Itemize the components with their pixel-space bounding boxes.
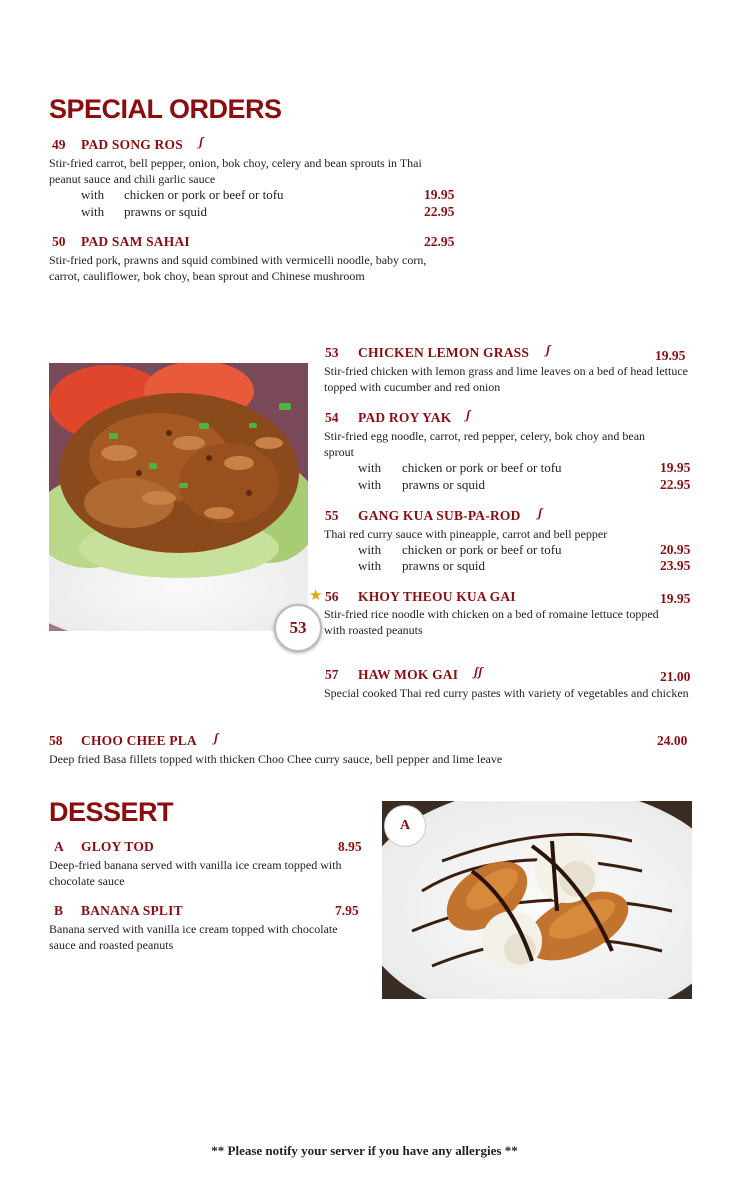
star-icon: ★ (309, 588, 323, 604)
item-price: 8.95 (338, 839, 362, 854)
chili-icon: ʃ (546, 342, 551, 357)
option-price: 23.95 (660, 558, 691, 573)
chili-icon: ʃ (214, 730, 219, 745)
item-price: 7.95 (335, 903, 359, 918)
option-with: with (358, 558, 382, 573)
item-description: Deep-fried banana served with vanilla ice cream topped with chocolate sauce (49, 858, 342, 888)
item-description: Special cooked Thai red curry pastes with variety of vegetables and chicken (324, 686, 689, 700)
item-name: KHOY THEOU KUA GAI (358, 589, 516, 604)
item-description: Thai red curry sauce with pineapple, carrot and bell pepper (324, 527, 608, 541)
photo-badge-a: A (384, 805, 426, 847)
item-number: 54 (325, 410, 339, 425)
item-name: PAD SAM SAHAI (81, 234, 190, 249)
option-text: chicken or pork or beef or tofu (124, 187, 284, 202)
item-description: Stir-fried pork, prawns and squid combined with vermicelli noodle, baby corn, carrot, cauliflower, bok choy, bean sprout and Chinese mushroom (49, 253, 427, 283)
item-price: 24.00 (657, 733, 688, 748)
option-with: with (358, 477, 382, 492)
item-name: PAD ROY YAK (358, 410, 452, 425)
item-description: Stir-fried chicken with lemon grass and lime leaves on a bed of head lettuce topped with cucumber and red onion (324, 364, 688, 394)
item-number: 50 (52, 234, 66, 249)
chili-icon: ʃʃ (474, 664, 483, 679)
special-orders-title: SPECIAL ORDERS (49, 94, 282, 124)
item-number: 58 (49, 733, 63, 748)
item-number: A (54, 839, 64, 854)
item-name: CHICKEN LEMON GRASS (358, 345, 530, 360)
option-with: with (81, 204, 105, 219)
item-number: B (54, 903, 64, 918)
option-price: 20.95 (660, 542, 691, 557)
item-name: GLOY TOD (81, 839, 154, 854)
option-with: with (358, 542, 382, 557)
gloy-tod-photo (382, 801, 692, 999)
item-description: Stir-fried egg noodle, carrot, red pepper, celery, bok choy and bean sprout (324, 429, 646, 459)
photo-badge-53: 53 (274, 604, 322, 652)
option-text: chicken or pork or beef or tofu (402, 460, 562, 475)
item-name: PAD SONG ROS (81, 137, 183, 152)
option-with: with (358, 460, 382, 475)
item-name: GANG KUA SUB-PA-ROD (358, 508, 521, 523)
item-price: 22.95 (424, 234, 455, 249)
option-with: with (81, 187, 105, 202)
option-price: 22.95 (424, 204, 455, 219)
item-description: Deep fried Basa fillets topped with thicken Choo Chee curry sauce, bell pepper and lime leave (49, 752, 503, 766)
item-number: 57 (325, 667, 339, 682)
option-text: chicken or pork or beef or tofu (402, 542, 562, 557)
item-description: Stir-fried carrot, bell pepper, onion, bok choy, celery and bean sprouts in Thai peanut sauce and chili garlic sauce (49, 156, 422, 186)
option-text: prawns or squid (402, 558, 486, 573)
item-description: Banana served with vanilla ice cream topped with chocolate sauce and roasted peanuts (49, 922, 338, 952)
option-price: 19.95 (660, 460, 691, 475)
chicken-lemon-grass-photo (49, 363, 308, 631)
item-number: 55 (325, 508, 339, 523)
item-price: 19.95 (660, 591, 691, 606)
allergy-notice: ** Please notify your server if you have any allergies ** (211, 1143, 518, 1158)
dessert-title: DESSERT (49, 797, 174, 827)
item-number: 56 (325, 589, 339, 604)
chili-icon: ʃ (538, 505, 543, 520)
option-text: prawns or squid (402, 477, 486, 492)
item-name: BANANA SPLIT (81, 903, 183, 918)
item-description: Stir-fried rice noodle with chicken on a bed of romaine lettuce topped with roasted peanuts (324, 607, 659, 637)
item-number: 53 (325, 345, 339, 360)
chili-icon: ʃ (466, 407, 471, 422)
item-name: HAW MOK GAI (358, 667, 459, 682)
item-price: 19.95 (655, 348, 686, 363)
option-text: prawns or squid (124, 204, 208, 219)
chili-icon: ʃ (199, 134, 204, 149)
item-number: 49 (52, 137, 66, 152)
option-price: 19.95 (424, 187, 455, 202)
item-name: CHOO CHEE PLA (81, 733, 197, 748)
option-price: 22.95 (660, 477, 691, 492)
item-price: 21.00 (660, 669, 691, 684)
